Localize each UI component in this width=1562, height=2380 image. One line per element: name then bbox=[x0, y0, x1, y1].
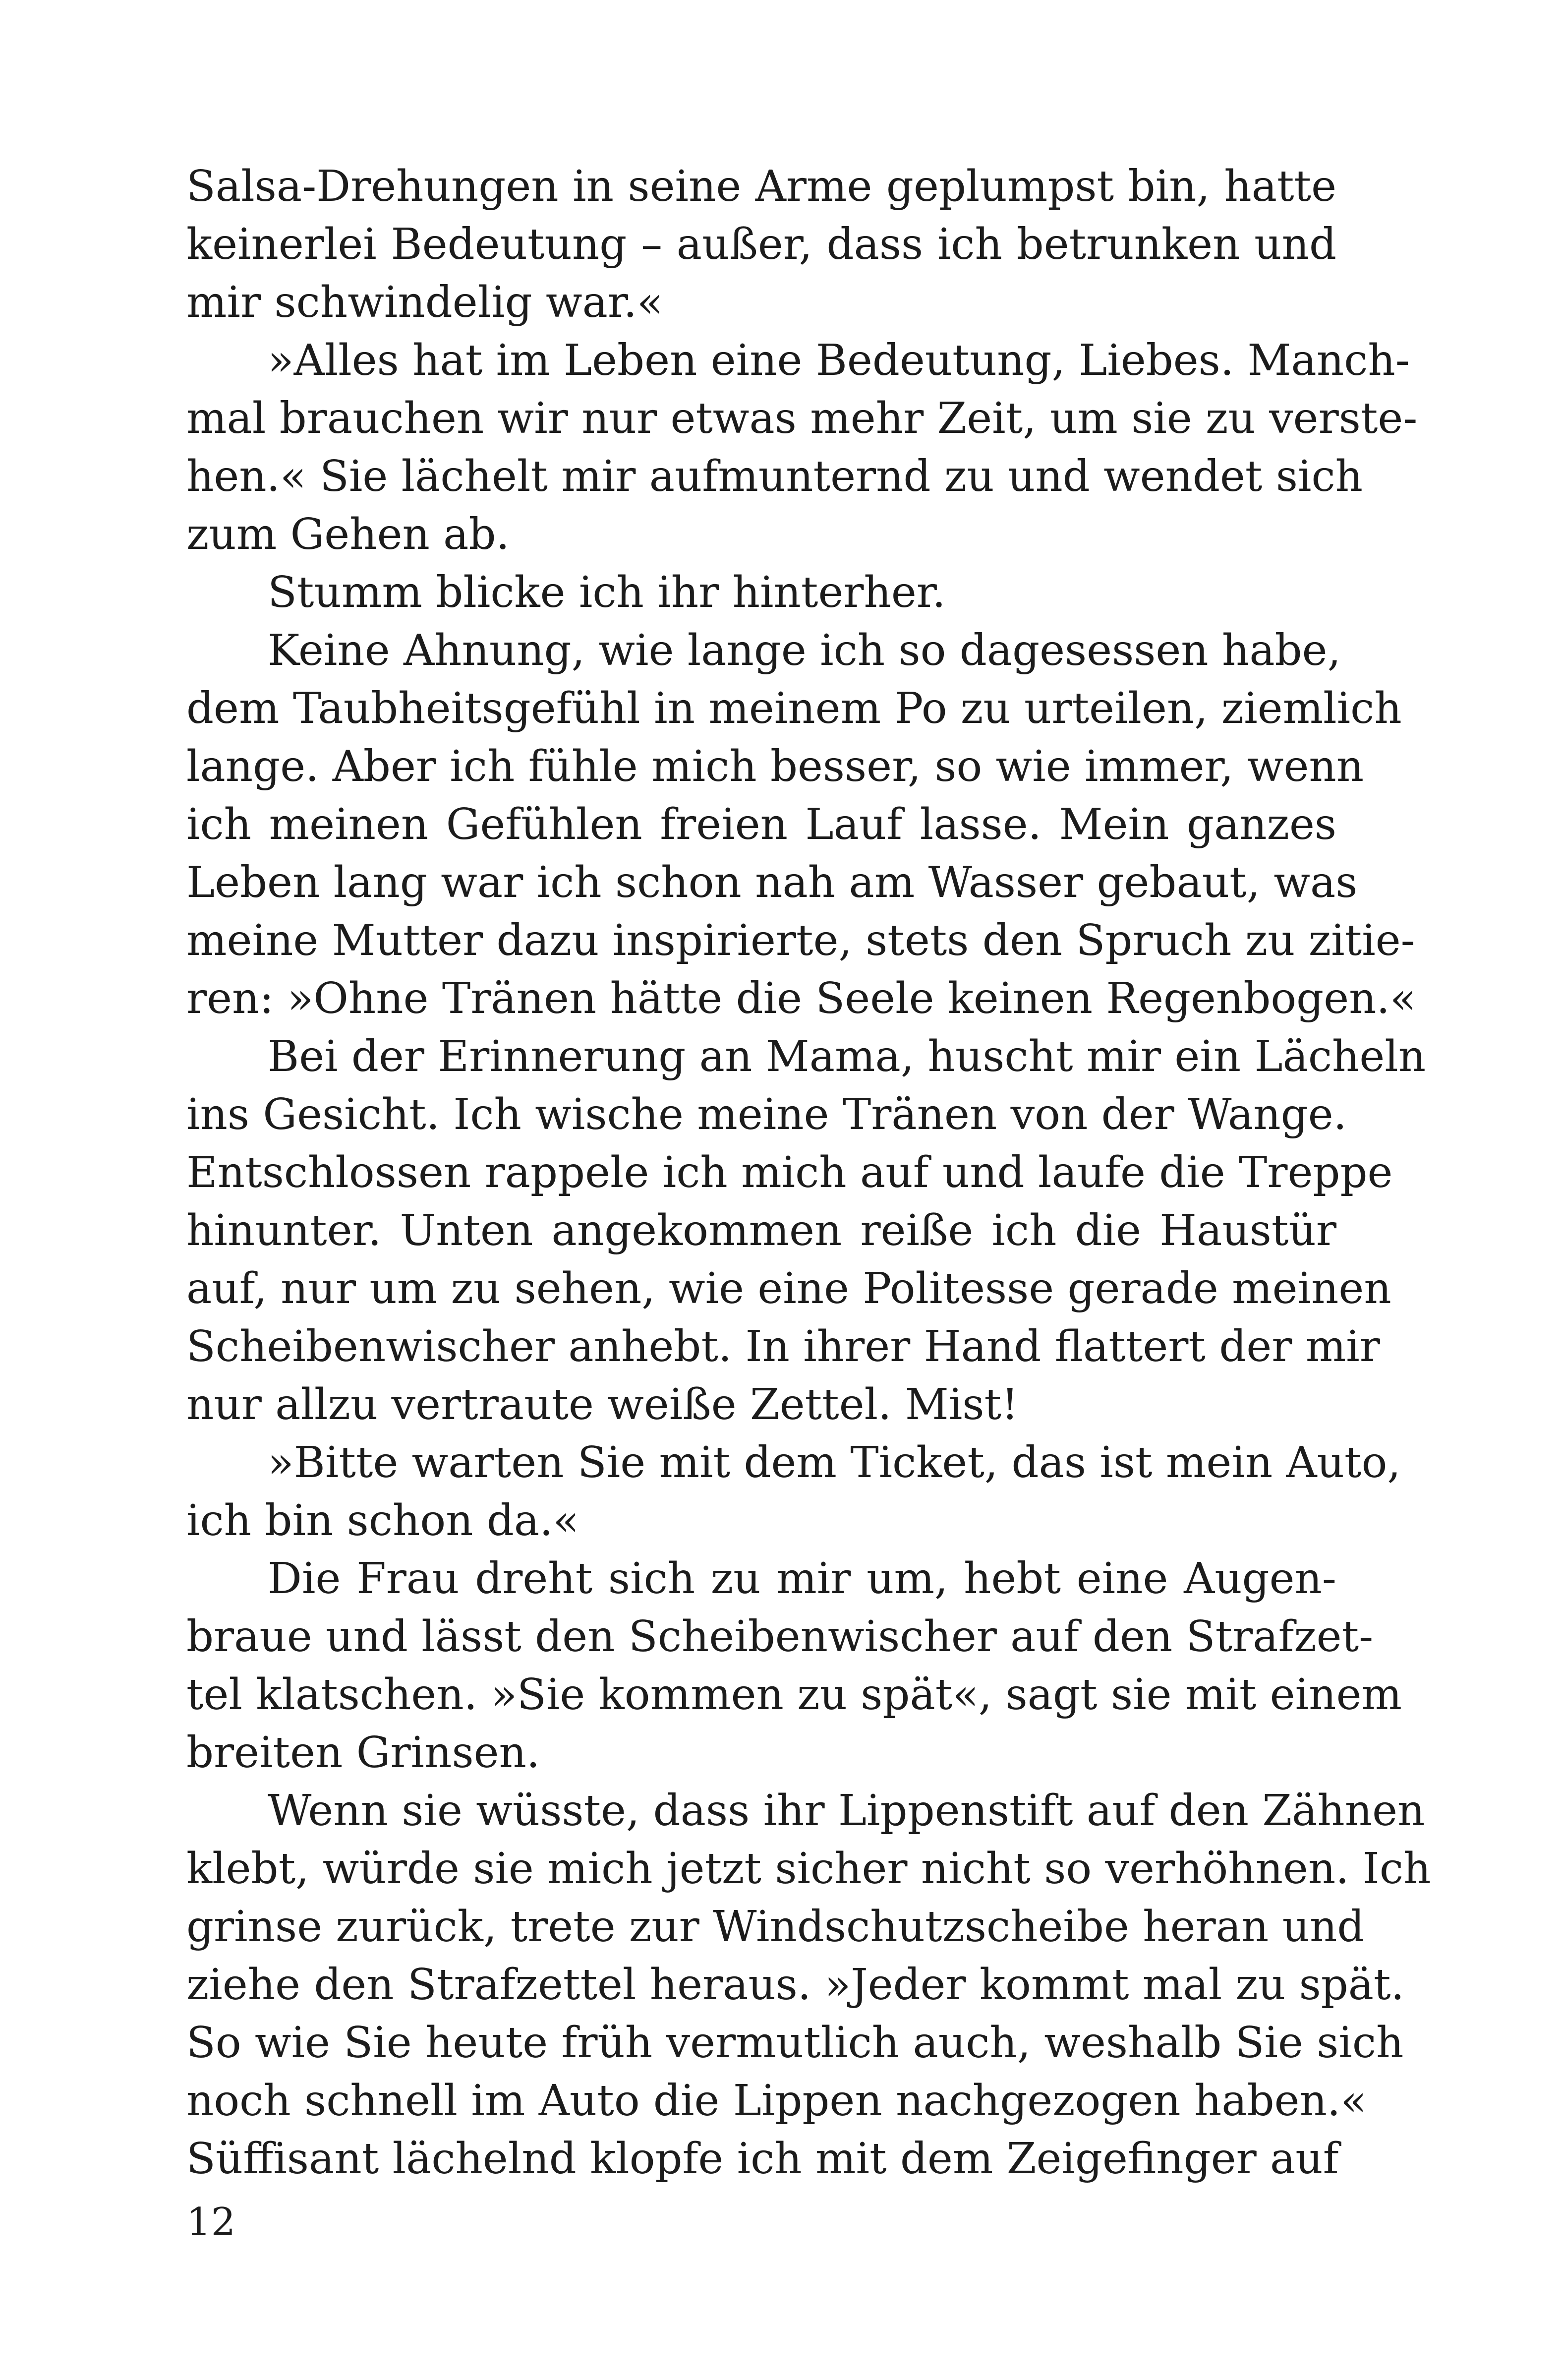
text-line: ziehe den Strafzettel heraus. »Jeder kommt mal zu spät. bbox=[186, 1960, 1404, 2010]
text-line: Süffisant lächelnd klopfe ich mit dem Zeigefinger auf bbox=[186, 2134, 1339, 2184]
text-line: auf, nur um zu sehen, wie eine Politesse gerade meinen bbox=[186, 1264, 1391, 1313]
text-line: nur allzu vertraute weiße Zettel. Mist! bbox=[186, 1380, 1019, 1429]
text-line: Leben lang war ich schon nah am Wasser gebaut, was bbox=[186, 858, 1358, 907]
text-line: tel klatschen. »Sie kommen zu spät«, sagt sie mit einem bbox=[186, 1670, 1402, 1720]
text-line: dem Taubheitsgefühl in meinem Po zu urteilen, ziemlich bbox=[186, 684, 1402, 733]
text-line: grinse zurück, trete zur Windschutzscheibe heran und bbox=[186, 1902, 1365, 1952]
text-line: Die Frau dreht sich zu mir um, hebt eine Augen- bbox=[268, 1554, 1336, 1604]
text-line: mir schwindelig war.« bbox=[186, 278, 663, 327]
text-line: Wenn sie wüsste, dass ihr Lippenstift auf den Zähnen bbox=[268, 1786, 1425, 1836]
text-line: ich bin schon da.« bbox=[186, 1496, 579, 1546]
text-line: ich meinen Gefühlen freien Lauf lasse. Mein ganzes bbox=[186, 800, 1336, 849]
text-line: Scheibenwischer anhebt. In ihrer Hand flattert der mir bbox=[186, 1322, 1380, 1371]
text-line: noch schnell im Auto die Lippen nachgezogen haben.« bbox=[186, 2076, 1367, 2126]
text-line: Keine Ahnung, wie lange ich so dagesessen habe, bbox=[268, 626, 1341, 675]
text-line: mal brauchen wir nur etwas mehr Zeit, um sie zu verste- bbox=[186, 394, 1418, 443]
text-line: Bei der Erinnerung an Mama, huscht mir ein Lächeln bbox=[268, 1032, 1426, 1081]
page-number: 12 bbox=[186, 2200, 236, 2245]
text-line: Stumm blicke ich ihr hinterher. bbox=[268, 568, 946, 617]
text-line: Entschlossen rappele ich mich auf und laufe die Treppe bbox=[186, 1148, 1393, 1197]
text-line: ins Gesicht. Ich wische meine Tränen von der Wange. bbox=[186, 1090, 1347, 1139]
text-line: braue und lässt den Scheibenwischer auf den Strafzet- bbox=[186, 1612, 1374, 1662]
body-text bbox=[186, 158, 1431, 2188]
text-line: ren: »Ohne Tränen hätte die Seele keinen Regenbogen.« bbox=[186, 974, 1416, 1023]
text-line: meine Mutter dazu inspirierte, stets den Spruch zu zitie- bbox=[186, 916, 1415, 965]
text-line: hen.« Sie lächelt mir aufmunternd zu und wendet sich bbox=[186, 452, 1363, 501]
text-line: hinunter. Unten angekommen reiße ich die Haustür bbox=[186, 1206, 1336, 1255]
text-line: lange. Aber ich fühle mich besser, so wie immer, wenn bbox=[186, 742, 1364, 791]
text-line: »Bitte warten Sie mit dem Ticket, das ist mein Auto, bbox=[268, 1438, 1401, 1488]
text-line: keinerlei Bedeutung – außer, dass ich betrunken und bbox=[186, 220, 1336, 269]
text-line: zum Gehen ab. bbox=[186, 510, 510, 559]
text-line: So wie Sie heute früh vermutlich auch, weshalb Sie sich bbox=[186, 2018, 1404, 2068]
text-line: breiten Grinsen. bbox=[186, 1728, 540, 1778]
text-line: klebt, würde sie mich jetzt sicher nicht so verhöhnen. Ich bbox=[186, 1844, 1431, 1894]
text-line: Salsa-Drehungen in seine Arme geplumpst bin, hatte bbox=[186, 162, 1336, 211]
text-line: »Alles hat im Leben eine Bedeutung, Liebes. Manch- bbox=[268, 336, 1410, 385]
